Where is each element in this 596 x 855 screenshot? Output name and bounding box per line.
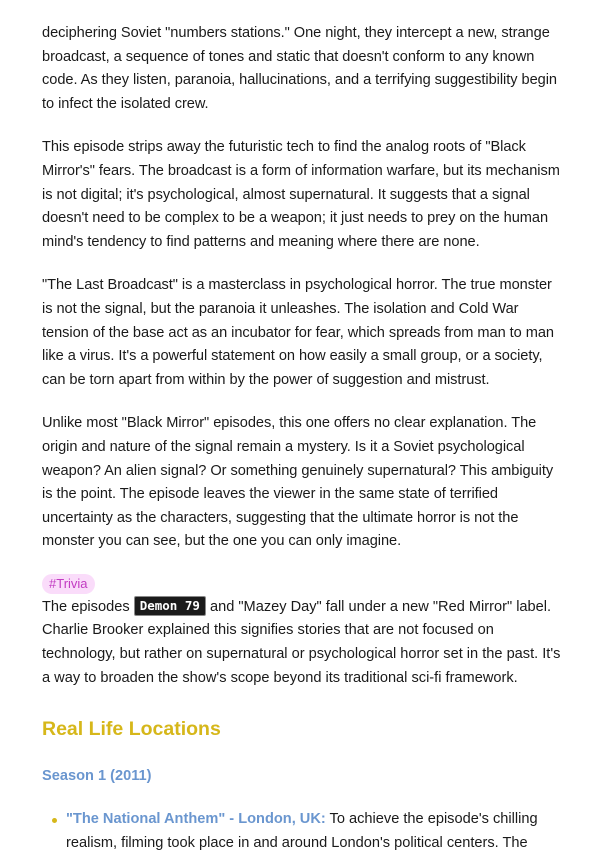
trivia-text [42, 596, 562, 690]
trivia-tag[interactable]: #Trivia [42, 574, 95, 594]
season-heading: Season 1 (2011) [42, 768, 152, 785]
bullet-icon [52, 818, 57, 823]
episode-code-chip: Demon 79 [134, 596, 206, 616]
location-description: To achieve the episode's chilling realism, filming took place in and around London's political centers. The [66, 811, 538, 851]
trivia-text-before: The episodes [42, 598, 134, 615]
trivia-text-after: and "Mazey Day" fall under a new "Red Mirror" label. Charlie Brooker explained this signifies stories that are not focused on technology, but rather on supernatural or psychological horror set in the past. It's a way to broaden the show's scope beyond its traditional sci-fi framework. [42, 598, 561, 686]
paragraph: "The Last Broadcast" is a masterclass in psychological horror. The true monster is not the signal, but the paranoia it unleashes. The isolation and Cold War tension of the base act as an incubator for fear, which spreads from man to man like a virus. It's a powerful statement on how easily a small group, or a society, can be torn apart from within by the power of suggestion and mistrust. [42, 277, 554, 388]
location-name-link[interactable]: "The National Anthem" - London, UK: [66, 811, 326, 828]
paragraph: Unlike most "Black Mirror" episodes, this one offers no clear explanation. The origin and nature of the signal remain a mystery. Is it a Soviet psychological weapon? An alien signal? Or something genuinely supernatural? This ambiguity is the point. The episode leaves the viewer in the same state of terrified uncertainty as the characters, suggesting that the ultimate horror is not the monster you can see, but the one you can only imagine. [42, 415, 554, 550]
paragraph: This episode strips away the futuristic tech to find the analog roots of "Black Mirror's" fears. The broadcast is a form of information warfare, but its mechanism is not digital; it's psychological, almost supernatural. It suggests that a signal doesn't need to be complex to be a weapon; it just needs to prey on the human mind's tendency to find patterns and meaning where there are none. [42, 139, 560, 250]
paragraph: deciphering Soviet "numbers stations." One night, they intercept a new, strange broadcast, a sequence of tones and static that doesn't conform to any known code. As they listen, paranoia, hallucinations, and a terrifying suggestibility begin to infect the isolated crew. [42, 25, 557, 112]
trivia-block [42, 574, 562, 690]
section-heading: Real Life Locations [42, 718, 221, 741]
article-body [42, 22, 562, 855]
locations-list [42, 808, 562, 855]
list-item [42, 808, 562, 855]
